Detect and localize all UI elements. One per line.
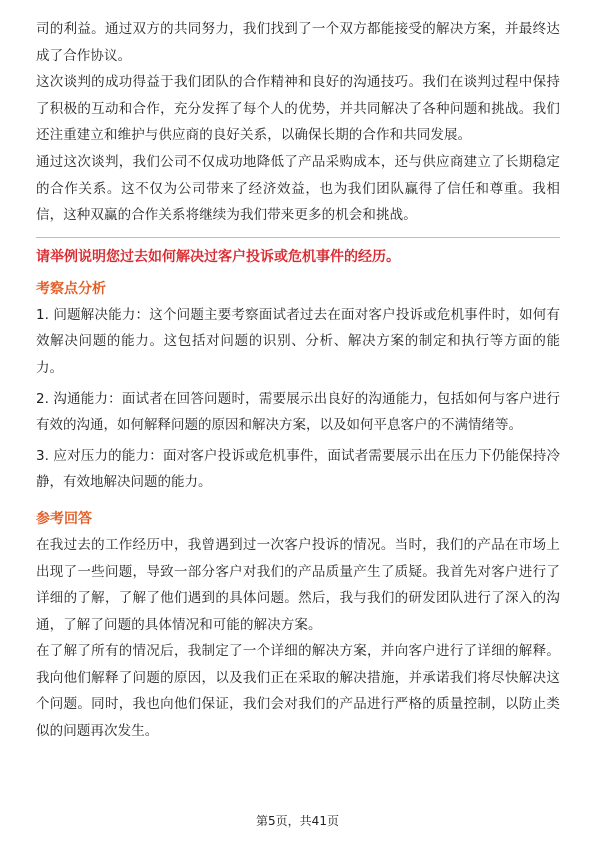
page-content — [36, 16, 560, 745]
analysis-list — [36, 302, 560, 496]
answer-paragraph: 在我过去的工作经历中，我曾遇到过一次客户投诉的情况。当时，我们的产品在市场上出现了一些问题，导致一部分客户对我们的产品质量产生了质疑。我首先对客户进行了详细的了解，了解了他们遇到的具体问题。然后，我与我们的研发团队进行了深入的沟通，了解了问题的具体情况和可能的解决方案。 — [36, 536, 560, 633]
analysis-heading: 考察点分析 — [36, 280, 106, 297]
intro-paragraph: 这次谈判的成功得益于我们团队的合作精神和良好的沟通技巧。我们在谈判过程中保持了积极的互动和合作，充分发挥了每个人的优势，并共同解决了各种问题和挑战。我们还注重建立和维护与供应商的良好关系，以确保长期的合作和共同发展。 — [36, 74, 560, 144]
intro-paragraph: 通过这次谈判，我们公司不仅成功地降低了产品采购成本，还与供应商建立了长期稳定的合作关系。这不仅为公司带来了经济效益，也为我们团队赢得了信任和尊重。我相信，这种双赢的合作关系将继续为我们带来更多的机会和挑战。 — [36, 153, 560, 224]
intro-paragraph: 司的利益。通过双方的共同努力，我们找到了一个双方都能接受的解决方案，并最终达成了合作协议。 — [36, 21, 560, 64]
page-number: 第5页，共41页 — [256, 814, 339, 828]
analysis-item: 2. 沟通能力：面试者在回答问题时，需要展示出良好的沟通能力，包括如何与客户进行有效的沟通，如何解释问题的原因和解决方案，以及如何平息客户的不满情绪等。 — [36, 390, 560, 434]
answer-heading: 参考回答 — [36, 510, 92, 527]
section-divider — [36, 237, 560, 238]
analysis-item: 1. 问题解决能力：这个问题主要考察面试者过去在面对客户投诉或危机事件时，如何有效解决问题的能力。这包括对问题的识别、分析、解决方案的制定和执行等方面的能力。 — [36, 306, 560, 376]
question-title: 请举例说明您过去如何解决过客户投诉或危机事件的经历。 — [36, 248, 400, 265]
analysis-item: 3. 应对压力的能力：面对客户投诉或危机事件，面试者需要展示出在压力下仍能保持冷静，有效地解决问题的能力。 — [36, 447, 560, 491]
answer-paragraph: 在了解了所有的情况后，我制定了一个详细的解决方案，并向客户进行了详细的解释。我向他们解释了问题的原因，以及我们正在采取的解决措施，并承诺我们将尽快解决这个问题。同时，我也向他们保证，我们会对我们的产品进行严格的质量控制，以防止类似的问题再次发生。 — [36, 643, 560, 740]
